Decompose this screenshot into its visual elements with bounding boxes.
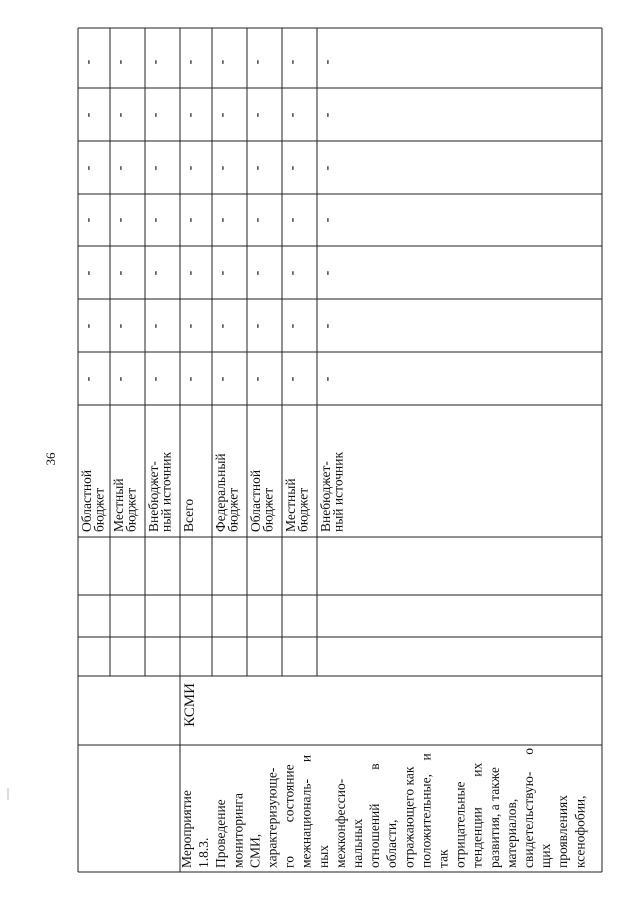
cell-value: - [81, 165, 96, 171]
cell-value: - [250, 270, 265, 276]
cell-value: - [285, 59, 300, 65]
cell-value: - [113, 270, 128, 276]
funding-source-label: Местный [283, 478, 298, 532]
cell-value: - [285, 112, 300, 118]
activity-description-line: мониторинга [230, 793, 246, 868]
cell-value: - [148, 59, 163, 65]
page-number: 36 [43, 452, 58, 466]
cell-value: - [183, 165, 198, 171]
activity-description-line: го состояние [281, 764, 297, 868]
cell-value: - [250, 217, 265, 223]
cell-value: - [183, 376, 198, 382]
cell-value: - [81, 376, 96, 382]
cell-value: - [285, 376, 300, 382]
funding-source-label: бюджет [225, 487, 241, 532]
cell-value: - [183, 217, 198, 223]
cell-value: - [183, 59, 198, 65]
cell-value: - [250, 112, 265, 118]
cell-value: - [215, 59, 230, 65]
cell-value: - [285, 270, 300, 276]
funding-source-label: Внебюджет- [318, 461, 333, 532]
cell-value: - [250, 59, 265, 65]
cell-value: - [183, 270, 198, 276]
cell-value: - [81, 217, 96, 223]
cell-value: - [148, 112, 163, 118]
funding-source-label: бюджет [91, 487, 107, 532]
cell-value: - [215, 323, 230, 329]
activity-description-line: Мероприятие [179, 790, 194, 868]
activity-description-line: 1.8.3. [196, 837, 212, 868]
funding-source-label: бюджет [260, 487, 276, 532]
activity-description-line: нальных [350, 818, 365, 868]
activity-description-line: проявлениях [555, 794, 571, 868]
activity-description-line: свидетельствую- о [521, 748, 536, 868]
cell-value: - [183, 323, 198, 329]
funding-source-label: Внебюджет- [146, 461, 161, 532]
cell-value: - [215, 165, 230, 171]
cell-value: - [148, 217, 163, 223]
cell-value: - [148, 323, 163, 329]
funding-source-label: Федеральный [213, 453, 228, 532]
cell-value: - [148, 165, 163, 171]
cell-value: - [113, 59, 128, 65]
cell-value: - [320, 217, 335, 223]
cell-value: - [183, 112, 198, 118]
cell-value: - [113, 323, 128, 329]
cell-value: - [148, 270, 163, 276]
cell-value: - [320, 112, 335, 118]
activity-description-line: положительные, и [418, 753, 434, 868]
activity-description-line: тенденции их [469, 762, 485, 868]
activity-description-line: отношений в [367, 763, 383, 868]
activity-description-line: ных [315, 844, 331, 868]
cell-value: - [285, 323, 300, 329]
activity-description-line: ксенофобии, [572, 795, 588, 868]
cell-value: - [113, 165, 128, 171]
cell-value: - [250, 323, 265, 329]
funding-source-label: Областной [79, 469, 94, 532]
cell-value: - [215, 112, 230, 118]
activity-description-line: межнациональ- и [298, 754, 314, 868]
cell-value: - [81, 270, 96, 276]
funding-source-label: бюджет [295, 487, 311, 532]
activity-description-line: СМИ, [247, 833, 263, 868]
cell-value: - [215, 217, 230, 223]
activity-description-line: материалов, [503, 798, 519, 868]
funding-source-label: Местный [111, 478, 126, 532]
funding-source-label: Всего [181, 498, 196, 532]
cell-value: - [113, 112, 128, 118]
cell-value: - [320, 270, 335, 276]
activity-description-line: области, [384, 819, 400, 868]
cell-value: - [250, 165, 265, 171]
funding-source-label: ный источник [330, 451, 346, 532]
table-cells [79, 59, 587, 868]
funding-source-label: бюджет [123, 487, 139, 532]
cell-value: - [113, 376, 128, 382]
cell-value: - [320, 165, 335, 171]
cell-value: - [148, 376, 163, 382]
activity-description-line: межконфессио- [332, 778, 348, 868]
activity-description-line: Проведение [213, 799, 229, 868]
cell-value: - [81, 323, 96, 329]
cell-value: - [320, 376, 335, 382]
cell-value: - [81, 112, 96, 118]
funding-source-label: ный источник [158, 451, 174, 532]
activity-description-line: развития, а также [486, 767, 502, 868]
cell-value: - [320, 323, 335, 329]
cell-value: - [215, 376, 230, 382]
activity-description-line: отражающего как [401, 766, 417, 868]
cell-value: - [113, 217, 128, 223]
responsible-executor: КСМИ [182, 683, 198, 727]
funding-source-label: Областной [248, 469, 263, 532]
activity-description-line: характеризующе- [264, 767, 280, 868]
table-grid [78, 28, 602, 872]
activity-description-line: так [435, 849, 451, 868]
cell-value: - [320, 59, 335, 65]
cell-value: - [285, 217, 300, 223]
cell-value: - [81, 59, 96, 65]
activity-description-line: отрицательные [452, 781, 468, 868]
cell-value: - [215, 270, 230, 276]
activity-description-line: щих [538, 843, 554, 868]
cell-value: - [285, 165, 300, 171]
cell-value: - [250, 376, 265, 382]
